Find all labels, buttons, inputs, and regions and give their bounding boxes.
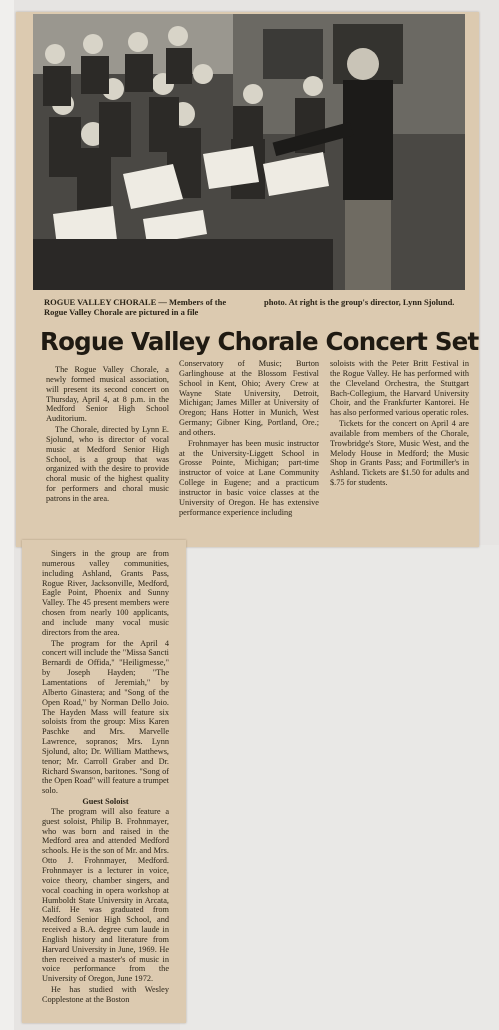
chorale-photo-drawing <box>33 14 465 290</box>
paragraph: Singers in the group are from numerous valley communities, including Ashland, Grants Pass, Rogue River, Jacksonville, Medford, Eagle Point, Phoenix and Sunny Valley. The 45 present members were chosen from nearly 100 applicants, and include many vocal music directors from the area. <box>42 549 169 637</box>
paragraph: The program will also feature a guest soloist, Philip B. Frohnmayer, who was born and raised in the Medford area and attended Medford schools. He is the son of Mr. and Mrs. Otto J. Frohnmayer, Medford. Frohnmayer is a lecturer in voice, voice theory, chamber singers, and vocal coaching in opera workshop at Humboldt State University in Arcata, Calif. He was graduated from Medford Senior High School, and received a B.A. degree cum laude in English history and literature from Harvard University in June, 1969. He then received a master's of music in voice performance from the University of Oregon, June 1972. <box>42 806 169 984</box>
photo-caption-right: photo. At right is the group's director, Lynn Sjolund. <box>264 297 455 307</box>
background-panel <box>180 545 499 1030</box>
paragraph: Frohnmayer has been music instructor at the University-Liggett School in Grosse Pointe, Michigan; part-time instructor of voice at Lane Community College in Eugene; and a practicum instructor in basic voice classes at the University of Oregon. He has extensive performance experience including <box>179 438 319 517</box>
article-column-2 <box>179 359 319 519</box>
background-edge <box>0 0 14 1030</box>
paragraph: The Chorale, directed by Lynn E. Sjolund, who is director of vocal music at Medford Senior High School, is a group that was organized with the desire to provide choral music of the highest quality for performers and choral music patrons in the area. <box>46 425 169 503</box>
section-subhead: Guest Soloist <box>82 797 129 807</box>
paragraph: He has studied with Wesley Copplestone at the Boston <box>42 985 169 1004</box>
paragraph: Conservatory of Music; Burton Garlinghouse at the Blossom Festival School in Kent, Ohio; Avery Crew at Wayne State University, Detroit, Michigan; James Miller at University of Oregon; Hans Hotter in Munich, West Germany; Gibner King, Portland, Ore.; and others. <box>179 359 319 437</box>
article-headline: Rogue Valley Chorale Concert Set <box>40 327 479 356</box>
article-column-1-bottom <box>42 549 169 1006</box>
chorale-photo <box>33 14 465 290</box>
paragraph: The program for the April 4 concert will include the "Missa Sancti Bernardi de Offida," "Heiligmesse," by Joseph Hayden; "The Lamentations of Jeremiah," by Alberto Ginastera; and "Song of the Open Road," by Norman Dello Joio. The Hayden Mass will feature six soloists from the group: Miss Karen Paschke and Mrs. Marvelle Lawrence, sopranos; Mrs. Lynn Sjolund, alto; Dr. William Matthews, tenor; Mr. Carroll Graber and Dr. Richard Swanson, baritones. "Song of the Open Road" will feature a trumpet solo. <box>42 638 169 796</box>
article-column-1-top <box>46 365 169 505</box>
article-column-3 <box>330 359 469 489</box>
paragraph: The Rogue Valley Chorale, a newly formed musical association, will present its second concert on Thursday, April 4, at 8 p.m. in the Medford Senior High School Auditorium. <box>46 365 169 424</box>
paragraph: soloists with the Peter Britt Festival in the Rogue Valley. He has performed with the Cleveland Orchestra, the Stuttgart Bach-Collegium, the Harvard University Choir, and the Frankfurter Kantorei. He has also performed various operatic roles. <box>330 359 469 418</box>
paragraph: Tickets for the concert on April 4 are available from members of the Chorale, Trowbridge's Store, Music West, and the Melody House in Medford; the Music Shop in Grants Pass; and Fortmiller's in Ashland. Tickets are $1.50 for adults and $.75 for students. <box>330 419 469 488</box>
photo-caption-left: ROGUE VALLEY CHORALE — Members of the Rogue Valley Chorale are pictured in a file <box>44 297 227 317</box>
